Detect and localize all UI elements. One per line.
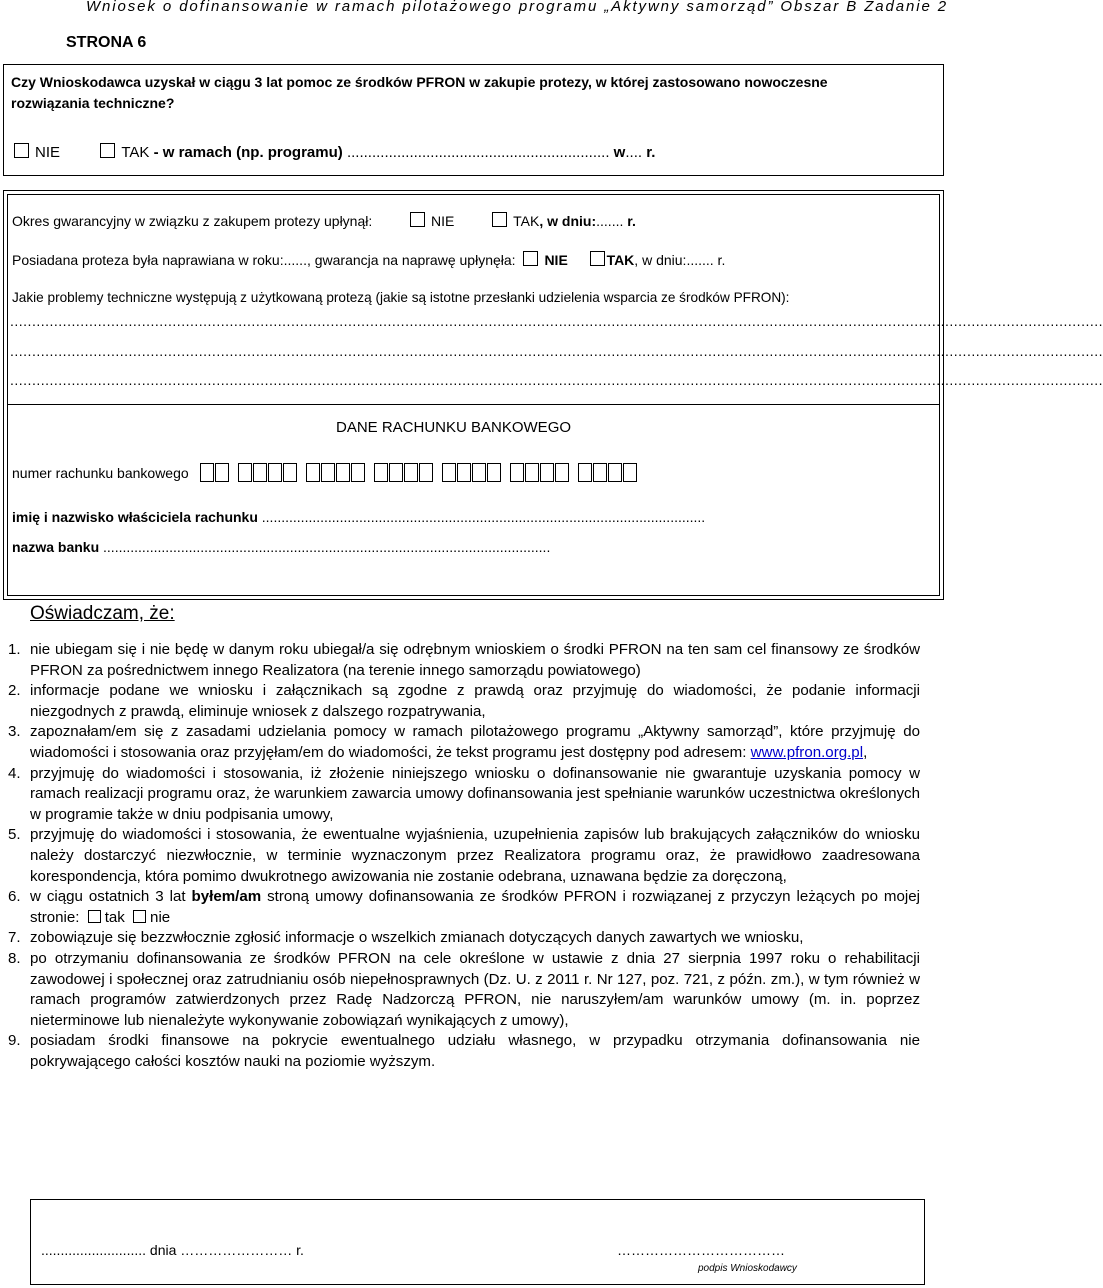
declaration-item: 1. nie ubiegam się i nie będę w danym roku ubiegał/a się odrębnym wnioskiem o środki PFRON na ten sam cel finansowy ze środków PFRON za pośrednictwem innego Realizatora (na terenie innego samorządu powiatowego) [8,641,920,679]
bank-name-row [12,539,550,555]
prosthesis-aid-section [3,64,944,176]
aid-program-dots[interactable]: ............................................................... [346,144,610,161]
r-label: r. [292,1242,304,1258]
account-number-label: numer rachunku bankowego [12,465,189,481]
warranty-nie-checkbox[interactable] [410,212,425,227]
declaration-item: 4. przyjmuję do wiadomości i stosowania, iż złożenie niniejszego wniosku o dofinansowanie nie gwarantuje uzyskania pomocy w ramach realizacji programu oraz, że warunkiem zawarcia umowy dofinansowania jest spełnianie warunków uczestnictwa określonych w programie także w dniu podpisania umowy, [8,764,920,823]
repair-nie-label: NIE [544,252,568,268]
declaration-item: 5. przyjmuję do wiadomości i stosowania, że ewentualne wyjaśnienia, uzupełnienia zapisów lub brakujących załączników do wniosku należy dostarczyć niezwłocznie, w terminie wyznaczonym przez Realizatora programu oraz, że prawidłowo zaadresowana korespondencja, która pomimo dwukrotnego awizowania nie zostanie odebrana, uznawana będzie za doręczoną, [8,826,920,885]
pfron-website-link[interactable]: www.pfron.org.pl [750,743,864,761]
aid-program-label: - w ramach (np. programu) [149,144,347,161]
problems-answer-line-3[interactable]: ......................................................................................................................................................................................................................................................... [10,372,1103,388]
signature-dots[interactable]: ……………………………… [617,1242,785,1258]
account-number-row [12,463,638,482]
declaration-item: 7. zobowiązuje się bezzwłocznie zgłosić informacje o wszelkich zmianach dotyczących danych zawartych we wniosku, [8,929,804,947]
account-owner-row [12,509,705,525]
prior-agreement-tak-checkbox[interactable] [88,910,101,923]
warranty-label: Okres gwarancyjny w związku z zakupem protezy upłynął: [12,213,373,229]
declaration-item: 3. zapoznałam/em się z zasadami udzielania pomocy w ramach pilotażowego programu „Aktywny samorząd”, które przyjmuję do wiadomości i stosowania oraz przyjęłam/em do wiadomości, że tekst programu jest dostępny pod adresem: www.pfron.org.pl, [8,723,920,761]
declaration-item: 6. w ciągu ostatnich 3 lat byłem/am stroną umowy dofinansowania ze środków PFRON i rozwiązanej z przyczyn leżących po mojej stronie: tak nie [8,888,920,926]
page-number: STRONA 6 [66,34,147,51]
dnia-label: dnia [146,1242,181,1258]
repair-year-dots[interactable]: ...... [283,252,307,268]
repair-row [12,251,725,268]
declaration-item: 9. posiadam środki finansowe na pokrycie ewentualnego udziału własnego, w przypadku otrzymania dofinansowania nie pokrywającego całości kosztów nauki na poziomie wyższym. [8,1032,920,1070]
aid-nie-checkbox[interactable] [14,143,29,158]
aid-question-line2: rozwiązania techniczne? [11,95,175,111]
repair-tak-checkbox[interactable] [590,251,605,266]
warranty-bank-inner-frame [7,194,1103,596]
account-number-field[interactable] [200,465,638,481]
aid-question-line1: Czy Wnioskodawca uzyskał w ciągu 3 lat pomoc ze środków PFRON w zakupie protezy, w której zastosowano nowoczesne [11,74,828,90]
aid-r-label: r. [642,144,656,161]
date-dots[interactable]: …………………… [180,1242,293,1258]
bank-section-title: DANE RACHUNKU BANKOWEGO [336,419,572,436]
place-dots[interactable]: ........................... [41,1242,147,1258]
aid-options-row [14,143,655,161]
account-owner-dots[interactable]: .................................................................................................................. [261,509,706,525]
repair-date-dots[interactable]: ....... [686,252,714,268]
declaration-item: 8. po otrzymaniu dofinansowania ze środków PFRON na cele określone w ustawie z dnia 27 sierpnia 1997 roku o rehabilitacji zawodowej i społecznej oraz zatrudnianiu osób niepełnosprawnych (Dz. U. z 2011 r. Nr 127, poz. 721, z późn. zm.), w tym również w ramach programów zatwierdzonych przez Radę Nadzorczą PFRON, nie naruszyłem/am warunków umowy (m. in. poprzez nieterminowe lub nienależyte wykonywanie zobowiązań wynikających z umowy), [8,949,920,1029]
repair-label: Posiadana proteza była naprawiana w roku: [12,252,284,268]
problems-label: Jakie problemy techniczne występują z użytkowaną protezą (jakie są istotne przesłanki udzielenia wsparcia ze środków PFRON): [12,290,790,305]
declarations-heading: Oświadczam, że: [30,603,175,624]
problems-answer-line-2[interactable]: ......................................................................................................................................................................................................................................................... [10,343,1103,359]
problems-answer-line-1[interactable]: ......................................................................................................................................................................................................................................................... [10,313,1103,329]
signature-box [30,1199,925,1285]
warranty-nie-label: NIE [431,213,455,229]
warranty-tak-checkbox[interactable] [492,212,507,227]
aid-w-label: w [609,144,626,161]
signature-caption: podpis Wnioskodawcy [698,1263,797,1274]
section-divider [8,404,939,405]
aid-tak-label: TAK [121,144,150,161]
warranty-dniu-label: , w dniu: [539,213,597,229]
date-place-row [41,1242,304,1258]
repair-nie-checkbox[interactable] [523,251,538,266]
repair-guarantee-label: , gwarancja na naprawę upłynęła: [306,252,516,268]
warranty-row [12,212,636,229]
warranty-date-dots[interactable]: ....... [596,213,624,229]
account-owner-label: imię i nazwisko właściciela rachunku [12,509,262,525]
declaration-item: 2. informacje podane we wniosku i załącznikach są zgodne z prawdą oraz przyjmuję do wiadomości, że podanie informacji niezgodnych z prawdą, eliminuje wniosek z dalszego rozpatrywania, [8,682,920,720]
aid-year-dots[interactable]: .... [625,144,643,161]
repair-dniu-label: , w dniu: [634,252,687,268]
warranty-r-label: r. [623,213,636,229]
aid-nie-label: NIE [35,144,61,161]
bank-name-dots[interactable]: ................................................................................................................... [103,539,551,555]
aid-tak-checkbox[interactable] [100,143,115,158]
declarations-list [8,640,920,1072]
repair-r-label: r. [713,252,726,268]
prior-agreement-nie-checkbox[interactable] [133,910,146,923]
repair-tak-label: TAK [606,252,635,268]
document-header-title: Wniosek o dofinansowanie w ramach pilotażowego programu „Aktywny samorząd” Obszar B Zadanie 2 [86,0,949,15]
bank-name-label: nazwa banku [12,539,104,555]
warranty-tak-label: TAK [513,213,540,229]
